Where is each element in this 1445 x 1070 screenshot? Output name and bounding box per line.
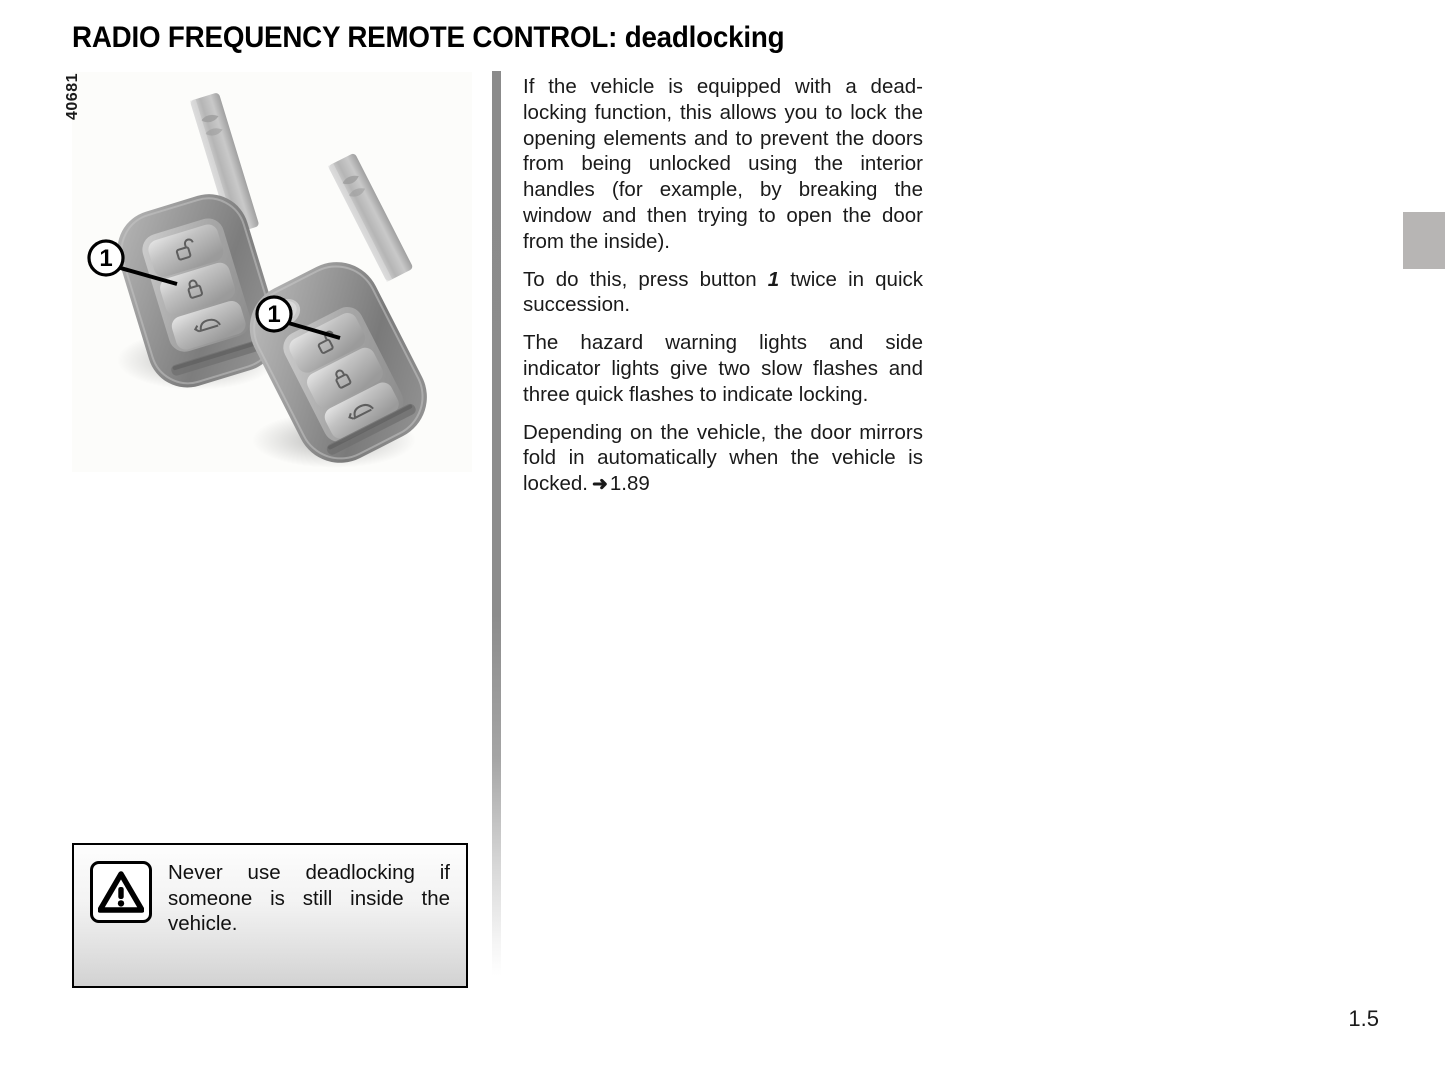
button-reference-1: 1 bbox=[767, 267, 780, 291]
column-divider bbox=[492, 71, 501, 976]
illustration-panel bbox=[64, 72, 472, 472]
warning-text: Never use deadlocking if someone is still inside the vehicle. bbox=[168, 861, 450, 935]
paragraph-4-lead: Depending on the vehicle, the door mirrors fold in automatically when the vehicle is locked. bbox=[523, 420, 923, 496]
page-reference-number: 1.89 bbox=[609, 472, 650, 496]
page-reference-arrow-icon: ➜ bbox=[591, 474, 608, 496]
warning-triangle-icon bbox=[90, 861, 152, 923]
page-title: RADIO FREQUENCY REMOTE CONTROL: deadlocking bbox=[72, 21, 785, 54]
chapter-tab-marker bbox=[1403, 212, 1445, 269]
body-paragraph-2 bbox=[523, 267, 923, 319]
body-paragraph-3: The hazard warning lights and side indicator lights give two slow flashes and three quick flashes to indicate locking. bbox=[523, 331, 923, 406]
key-fob-illustration bbox=[72, 72, 472, 472]
callout-left-label: 1 bbox=[99, 245, 113, 272]
body-paragraph-1: If the vehicle is equipped with a dead-locking function, this allows you to lock the opening elements and to prevent the doors from being unlocked using the interior handles (for example, by breaking the window and then trying to open the door from the inside). bbox=[523, 75, 923, 253]
warning-box bbox=[72, 843, 468, 988]
figure-number-label: 40681 bbox=[64, 73, 81, 120]
body-paragraph-4 bbox=[523, 420, 923, 498]
paragraph-2-lead: To do this, press button bbox=[523, 267, 768, 291]
paragraph-2-tail: twice in quick succession. bbox=[523, 267, 923, 317]
page-number: 1.5 bbox=[1348, 1006, 1379, 1031]
body-text-column bbox=[523, 74, 923, 498]
callout-right-label: 1 bbox=[267, 301, 281, 328]
